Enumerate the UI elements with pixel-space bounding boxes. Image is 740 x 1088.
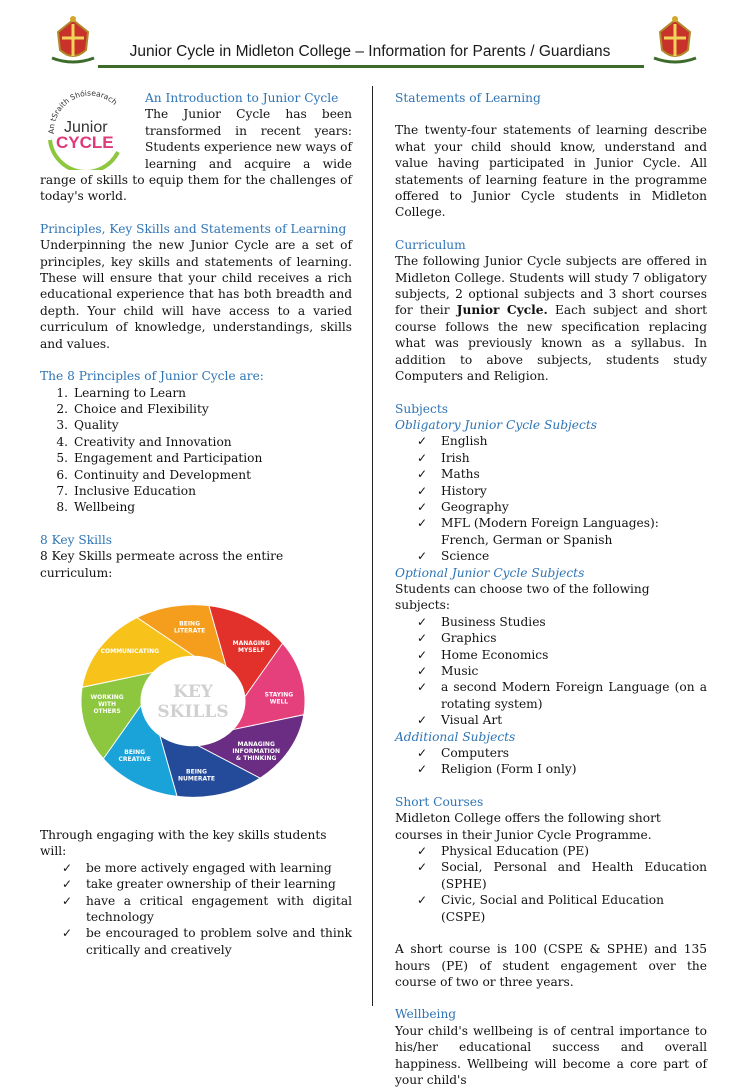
list-item: ✓ Physical Education (PE) (417, 843, 707, 859)
list-item: ✓ be encouraged to problem solve and think critically and creatively (62, 925, 352, 958)
left-column-bottom (40, 827, 352, 958)
wheel-segment-label: WORKING WITH OTHERS (90, 693, 124, 715)
key-skills-text: 8 Key Skills permeate across the entire curriculum: (40, 549, 284, 580)
optional-intro: Students can choose two of the following subjects: (395, 581, 650, 613)
statements-heading: Statements of Learning (395, 91, 541, 105)
list-item: 4. Creativity and Innovation (56, 434, 232, 449)
list-item: ✓ Graphics (417, 630, 707, 646)
additional-list (417, 745, 707, 778)
optional-list (417, 614, 707, 729)
list-item: 5. Engagement and Participation (56, 451, 263, 466)
list-item: ✓ Geography (417, 499, 707, 515)
list-item: ✓ be more actively engaged with learning (62, 860, 352, 876)
crest-left-icon (50, 14, 96, 66)
list-item: ✓ a second Modern Foreign Language (on a rotating system) (417, 679, 707, 712)
list-item: 8. Wellbeing (56, 500, 136, 515)
principles-text: Underpinning the new Junior Cycle are a set of principles, key skills and statements of learning. These will ensure that your child receives a rich educational experience that has both breadth and depth. Your child will have access to a varied curriculum of knowledge, understandings, skills and values. (40, 238, 352, 351)
curriculum-text: The following Junior Cycle subjects are offered in Midleton College. Students will study 7 obligatory subjects, 2 optional subjects and 3 short courses for their Junior Cycle. Each subject and short course follows the new specification replacing what was previously known as a syllabus. In addition to above subjects, students study Computers and Religion. (395, 254, 708, 384)
subjects-heading: Subjects (395, 401, 448, 416)
short-course-hours: A short course is 100 (CSPE & SPHE) and 135 hours (PE) of student engagement over the course of two or three years. (395, 942, 707, 989)
short-courses-heading: Short Courses (395, 794, 484, 809)
short-courses-list (417, 843, 707, 925)
wheel-segment-label: BEING CREATIVE (118, 748, 151, 763)
eight-principles-heading: The 8 Principles of Junior Cycle are: (40, 369, 264, 384)
list-item: 3. Quality (56, 418, 119, 433)
list-item: ✓ English (417, 433, 707, 449)
list-item: ✓ Science (417, 548, 707, 564)
additional-heading: Additional Subjects (395, 729, 516, 744)
wheel-segment-label: BEING LITERATE (173, 620, 206, 635)
short-courses-intro: Midleton College offers the following short courses in their Junior Cycle Programme. (395, 811, 661, 842)
optional-heading: Optional Junior Cycle Subjects (395, 565, 585, 580)
list-item: 6. Continuity and Development (56, 467, 251, 482)
wheel-segment-label: COMMUNICATING (100, 647, 160, 655)
logo-word-junior: Junior (64, 119, 108, 136)
header-rule (98, 65, 644, 68)
wheel-center-key: KEY (173, 682, 213, 702)
intro-text: The Junior Cycle has been transformed in recent years: Students experience new ways of learning and acquire a wide range of skills to equip them for the challenges of today's world. (40, 107, 352, 204)
list-item: ✓ Religion (Form I only) (417, 761, 707, 777)
left-column (40, 90, 352, 581)
obligatory-list (417, 433, 707, 564)
key-skills-heading: 8 Key Skills (40, 532, 113, 547)
list-item: ✓ have a critical engagement with digital technology (62, 893, 352, 926)
wheel-segment-label: BEING NUMERATE (177, 768, 215, 783)
obligatory-heading: Obligatory Junior Cycle Subjects (395, 417, 597, 432)
list-item: 1. Learning to Learn (56, 385, 187, 400)
list-item: ✓ Music (417, 663, 707, 679)
principles-list (50, 385, 352, 516)
statements-text: The twenty-four statements of learning describe what your child should know, understand and value having participated in Junior Cycle. All statements of learning feature in the programme offered to Junior Cycle students in Midleton College. (395, 123, 707, 220)
list-item: 7. Inclusive Education (56, 483, 196, 498)
right-column (395, 90, 707, 1088)
list-item: ✓ Home Economics (417, 647, 707, 663)
logo-arc-text: An tSraith Shóisearach (46, 90, 120, 135)
list-item: ✓ Civic, Social and Political Education (CSPE) (417, 892, 707, 925)
wheel-segment-label: MANAGING INFORMATION & THINKING (232, 741, 281, 763)
list-item: ✓ Irish (417, 450, 707, 466)
list-item: ✓ Business Studies (417, 614, 707, 630)
intro-heading: An Introduction to Junior Cycle (145, 91, 339, 105)
curriculum-bold: Junior Cycle. (456, 303, 548, 318)
list-item: ✓ take greater ownership of their learning (62, 876, 352, 892)
wheel-segment-label: MANAGING MYSELF (232, 640, 271, 655)
crest-right-icon (652, 14, 698, 66)
engaging-text: Through engaging with the key skills students will: (40, 828, 327, 859)
wellbeing-heading: Wellbeing (395, 1007, 457, 1022)
list-item: ✓ History (417, 483, 707, 499)
list-item: ✓ Computers (417, 745, 707, 761)
logo-word-cycle: CYCLE (56, 133, 114, 152)
list-item: ✓ MFL (Modern Foreign Languages): French, German or Spanish (417, 515, 707, 548)
list-item: ✓ Social, Personal and Health Education (SPHE) (417, 859, 707, 892)
curriculum-heading: Curriculum (395, 237, 466, 252)
list-item: ✓ Maths (417, 466, 707, 482)
list-item: ✓ Visual Art (417, 712, 707, 728)
column-divider (372, 86, 373, 1006)
key-skills-wheel (58, 585, 328, 817)
engaging-list (62, 860, 352, 958)
list-item: 2. Choice and Flexibility (56, 401, 209, 416)
principles-heading: Principles, Key Skills and Statements of Learning (40, 221, 347, 236)
page-title: Junior Cycle in Midleton College – Information for Parents / Guardians (129, 43, 611, 60)
wheel-segment-label: STAYING WELL (264, 691, 294, 706)
wellbeing-text: Your child's wellbeing is of central importance to his/her educational success and overall happiness. Wellbeing will become a core part of your child's (395, 1023, 707, 1087)
wheel-center-skills: SKILLS (157, 702, 229, 722)
junior-cycle-logo (40, 90, 140, 170)
